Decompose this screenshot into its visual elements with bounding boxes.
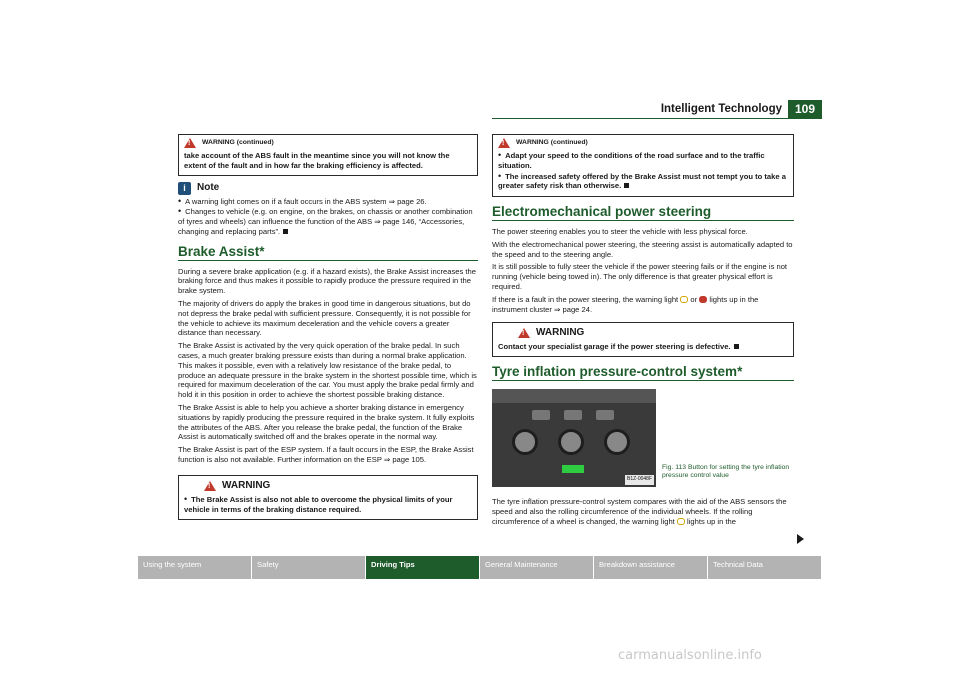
paragraph: During a severe brake application (e.g. if a hazard exists), the Brake Assist increases the braking force and thus makes it possible to rapidly produce the pressure required in the brake system. [178,266,476,296]
tab-using-the-system[interactable]: Using the system [138,556,251,579]
left-column [178,134,478,526]
watermark: carmanualsonline.info [618,648,762,663]
end-of-section-icon [734,344,739,349]
paragraph: The Brake Assist is able to help you achieve a shorter braking distance in emergency situations by rapidly producing the pressure required in the brake system. It fully exploits the attributes of the ABS. After you release the brake pedal, the function of the Brake Assist is automatically switched off and the brakes operate in the normal way. [178,402,475,442]
right-knob [604,429,630,455]
chapter-nav [138,556,822,579]
paragraph: The power steering enables you to steer the vehicle with less physical force. [492,226,748,236]
tyre-pressure-button [562,465,584,473]
tab-driving-tips[interactable]: Driving Tips [366,556,479,579]
tab-safety[interactable]: Safety [252,556,365,579]
paragraph: With the electromechanical power steering, the steering assist is automatically adapted to the speed and to the steering angle. [492,239,793,259]
end-of-section-icon [624,183,629,188]
paragraph: It is still possible to fully steer the vehicle if the power steering fails or if the engine is not running (vehicle being towed in). The only difference is that greater physical effort is required. [492,262,788,291]
chapter-title: Intelligent Technology [660,103,782,115]
warning-text: • The Brake Assist is also not able to overcome the physical limits of your vehicle in terms of the braking distance required. [184,495,472,515]
center-knob [558,429,584,455]
warning-continued-text: take account of the ABS fault in the meantime since you will not know the extent of the fault and in how far the braking efficiency is affected. [184,151,450,170]
paragraph: The Brake Assist is part of the ESP system. If a fault occurs in the ESP, the Brake Assist function is also not available. Further information on the ESP ⇒ page 105. [178,445,474,464]
page-number: 109 [788,100,822,119]
note-heading [178,182,478,195]
warning-continued-label: WARNING (continued) [516,139,588,147]
note-item: • Changes to vehicle (e.g. on engine, on the brakes, on chassis or another combination of tyres and wheels) can influence the function of the ABS ⇒ page 146, “Accessories, changing and replacing parts”. [178,207,478,236]
warning-item: • The increased safety offered by the Brake Assist must not tempt you to take a greater safety risk than otherwise. [498,172,788,192]
note-icon: i [178,182,191,195]
warning-continued-label: WARNING (continued) [202,139,274,147]
steering-warning-yellow-icon [680,296,688,303]
warning-text: Contact your specialist garage if the power steering is defective. [498,342,788,352]
note-list [178,197,478,237]
warning-continued-box [178,134,478,176]
warning-item: • Adapt your speed to the conditions of the road surface and to the traffic situation. [498,151,788,171]
control-panel-photo [492,389,656,487]
note-title: Note [197,182,220,194]
right-column [492,134,794,529]
left-knob [512,429,538,455]
next-page-arrow-icon[interactable] [797,534,804,544]
paragraph: If there is a fault in the power steering, the warning light or lights up in the instrument cluster ⇒ page 24. [492,294,759,314]
warning-box [178,475,478,521]
note-item: • A warning light comes on if a fault occurs in the ABS system ⇒ page 26. [178,197,478,207]
warning-triangle-icon [204,481,216,491]
section-title-power-steering: Electromechanical power steering [492,207,794,221]
tyre-pressure-warning-icon [677,518,685,525]
tab-general-maintenance[interactable]: General Maintenance [480,556,593,579]
steering-warning-red-icon [699,296,707,303]
warning-triangle-icon [518,328,530,338]
warning-triangle-icon [498,138,510,148]
section-title-tyre-pressure: Tyre inflation pressure-control system* [492,367,794,381]
end-of-section-icon [283,229,288,234]
header-rule [492,118,788,119]
warning-triangle-icon [184,138,196,148]
figure-caption: Fig. 113 Button for setting the tyre inflation pressure control value [662,463,790,480]
paragraph: The Brake Assist is activated by the very quick operation of the brake pedal. In such cases, a much greater braking pressure exists than during a normal brake application. This makes it possible, even with a relatively low resistance of the brake pedal, to produce an adequate pressure in the brake system in the shortest possible time, which is required for maximum deceleration of the car. You must apply the brake pedal firmly and hold it in this position in order to achieve the shortest possible braking distance. [178,341,477,400]
warning-label: WARNING [222,479,271,491]
paragraph: The tyre inflation pressure-control system compares with the aid of the ABS sensors the speed and also the rolling circumference of the individual wheels. If the rolling circumference of a wheel is changed, the warning light lights up in the [492,496,787,526]
paragraph: The majority of drivers do apply the brakes in good time in dangerous situations, but do not depress the brake pedal with sufficient pressure. Consequently, it is not possible for the vehicle to achieve its maximum deceleration and the vehicle covers a greater distance than necessary. [178,298,471,338]
figure-113 [492,389,794,487]
figure-code: B1Z-0048F [625,475,654,485]
section-title-brake-assist: Brake Assist* [178,247,478,261]
page-header [492,100,822,119]
warning-continued-box [492,134,794,197]
warning-box [492,322,794,357]
tab-breakdown-assistance[interactable]: Breakdown assistance [594,556,707,579]
warning-label: WARNING [536,327,585,339]
tab-technical-data[interactable]: Technical Data [708,556,821,579]
